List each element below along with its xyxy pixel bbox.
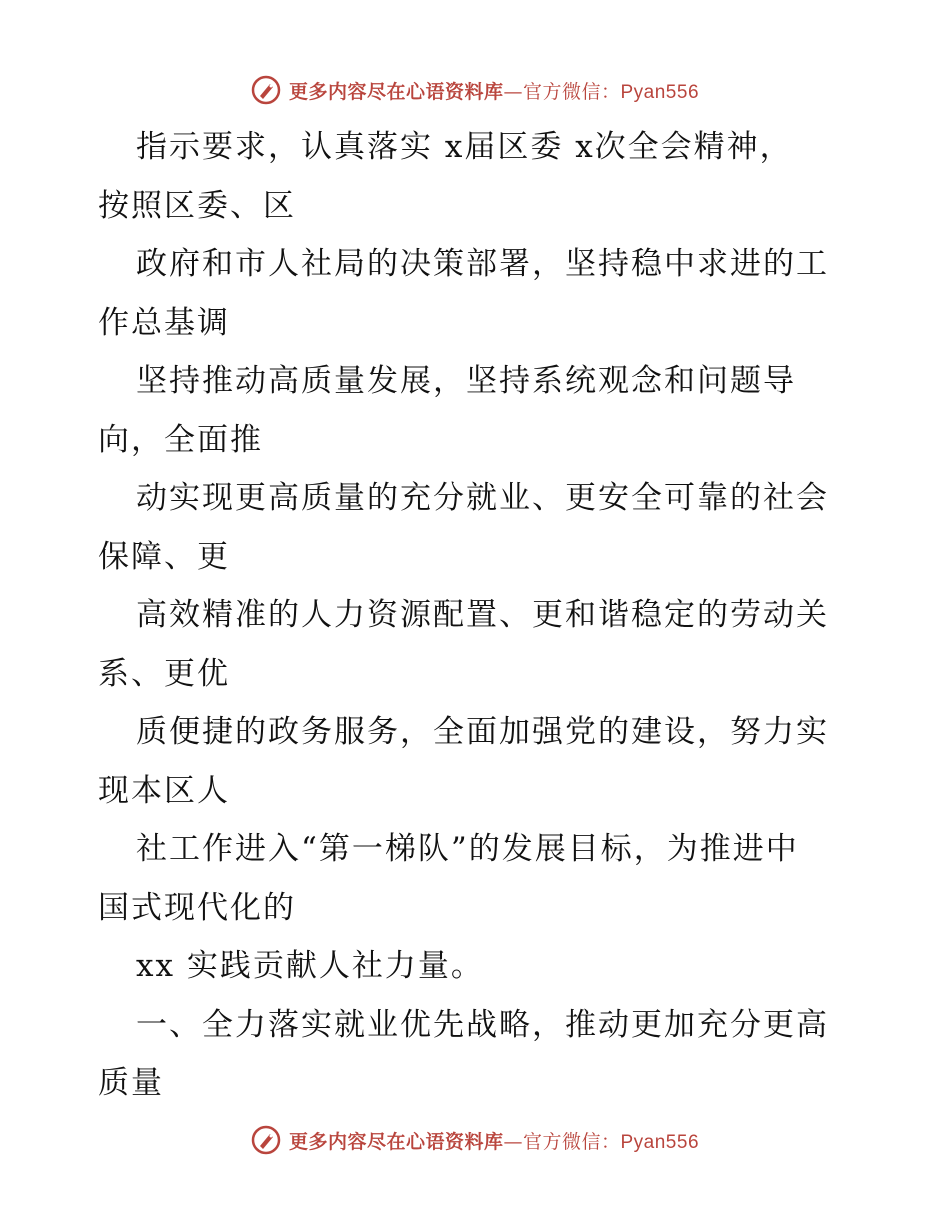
footer-watermark bbox=[0, 1120, 950, 1160]
text-line: 高效精准的人力资源配置、更和谐稳定的劳动关 bbox=[136, 597, 829, 633]
watermark-text: 更多内容尽在心语资料库—官方微信：Pyan556 bbox=[288, 80, 700, 103]
text-line: 动实现更高质量的充分就业、更安全可靠的社会 bbox=[136, 480, 829, 516]
watermark-text: 更多内容尽在心语资料库—官方微信：Pyan556 bbox=[288, 1130, 700, 1153]
text-line: 政府和市人社局的决策部署，坚持稳中求进的工 bbox=[136, 246, 829, 282]
document-body bbox=[98, 118, 858, 1113]
text-line: 指示要求，认真落实 x届区委 x次全会精神， bbox=[136, 129, 793, 165]
text-line: 向，全面推 bbox=[98, 421, 263, 458]
text-line: 质量 bbox=[98, 1065, 164, 1101]
text-line: 国式现代化的 bbox=[98, 889, 296, 926]
pen-nib-circle-icon bbox=[251, 75, 281, 105]
pen-nib-circle-icon bbox=[251, 1125, 281, 1155]
text-line: 现本区人 bbox=[98, 772, 230, 809]
text-line: 保障、更 bbox=[98, 538, 230, 575]
header-watermark bbox=[0, 70, 950, 110]
text-line: 作总基调 bbox=[98, 304, 230, 341]
text-line: 质便捷的政务服务，全面加强党的建设，努力实 bbox=[136, 714, 829, 750]
text-line: 一、全力落实就业优先战略，推动更加充分更高 bbox=[136, 1006, 829, 1043]
text-line: 按照区委、区 bbox=[98, 187, 296, 224]
text-line: 社工作进入“第一梯队”的发展目标，为推进中 bbox=[136, 831, 799, 867]
text-line: xx 实践贡献人社力量。 bbox=[136, 948, 484, 984]
text-line: 系、更优 bbox=[98, 655, 230, 692]
text-line: 坚持推动高质量发展，坚持系统观念和问题导 bbox=[136, 363, 796, 399]
